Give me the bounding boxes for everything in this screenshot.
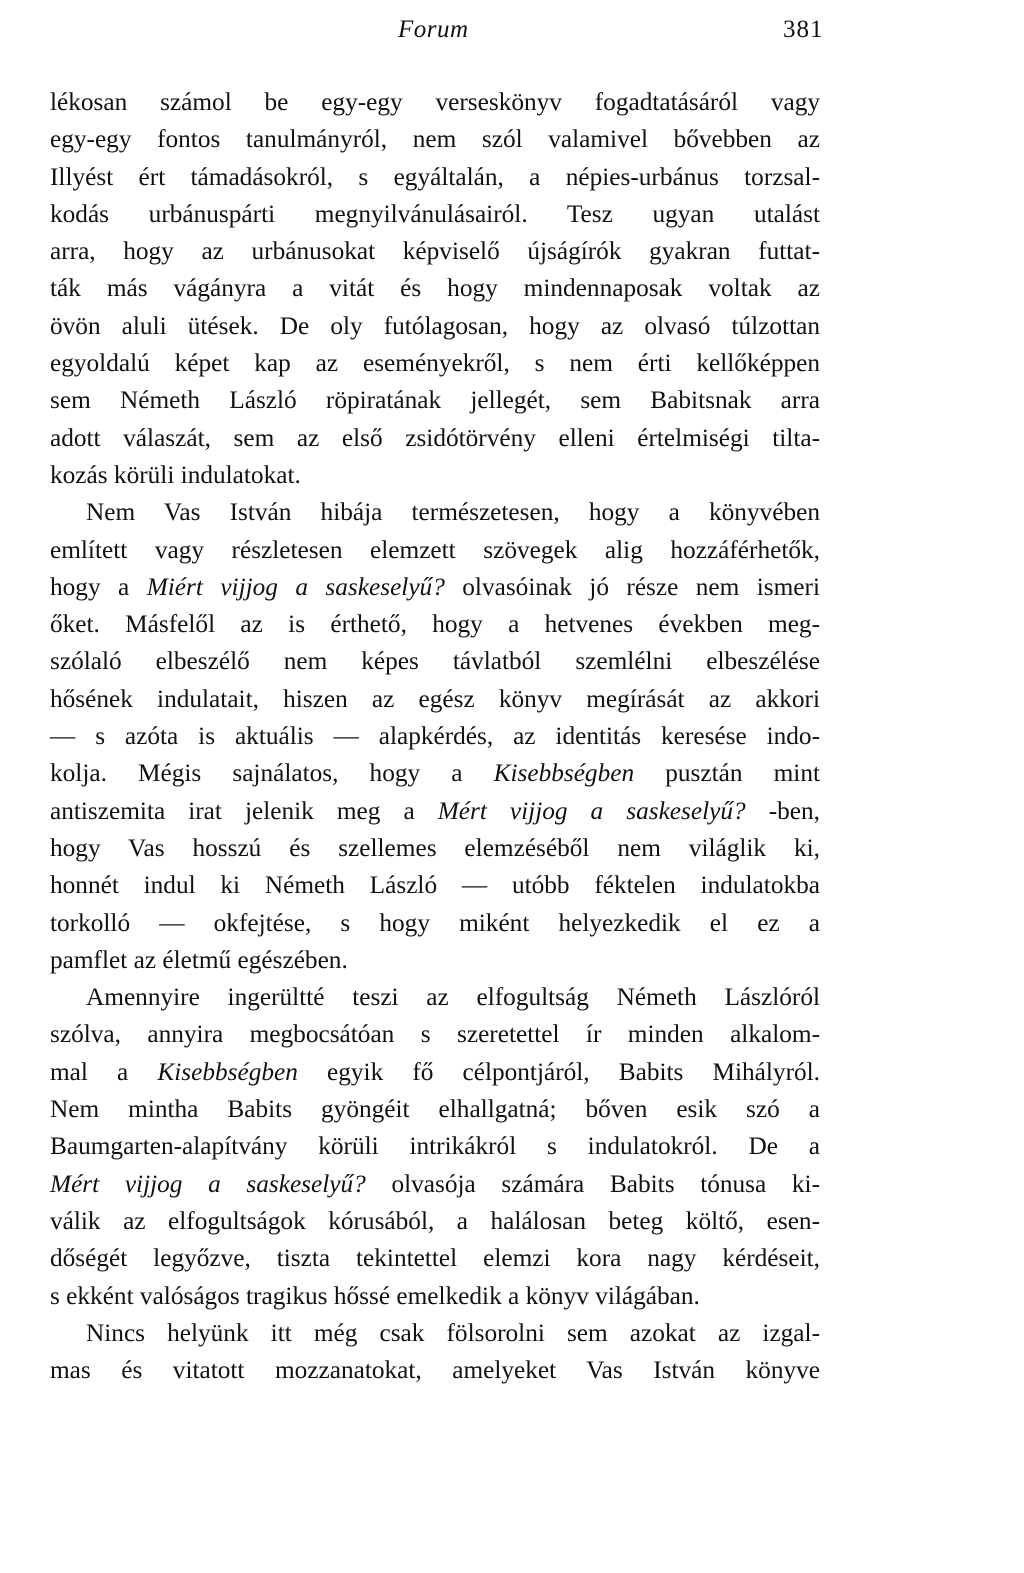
text-line: [50, 1240, 820, 1277]
text-line-segment: mas és vitatott mozzanatokat, amelyeket Vas István könyve: [50, 1356, 820, 1385]
text-line-segment: őket. Másfelől az is érthető, hogy a hetvenes években meg-: [50, 610, 820, 639]
text-line-segment: szólaló elbeszélő nem képes távlatból szemlélni elbeszélése: [50, 647, 820, 676]
text-line-segment: Nem Vas István hibája természetesen, hogy a könyvében: [86, 498, 820, 527]
text-line-segment: antiszemita irat jelenik meg a: [50, 796, 438, 825]
text-line: [50, 1016, 820, 1053]
text-line: [50, 1315, 820, 1352]
text-line-segment: pusztán mint: [634, 759, 820, 788]
text-line-segment: egyoldalú képet kap az eseményekről, s nem érti kellőképpen: [50, 349, 820, 378]
text-line: [50, 84, 820, 121]
text-line: [50, 308, 820, 345]
text-line: [50, 830, 820, 867]
text-line-segment: övön aluli ütések. De oly futólagosan, hogy az olvasó túlzottan: [50, 311, 820, 340]
text-line-segment: dőségét legyőzve, tiszta tekintettel elemzi kora nagy kérdéseit,: [50, 1244, 820, 1273]
text-line-segment: egyik fő célpontjáról, Babits Mihályról.: [297, 1057, 820, 1086]
text-line: [50, 793, 820, 830]
italic-title: Kisebbségben: [493, 759, 635, 788]
text-line-segment: s ekként valóságos tragikus hőssé emelkedik a könyv világában.: [50, 1281, 700, 1310]
text-line-segment: honnét indul ki Németh László — utóbb féktelen indulatokba: [50, 871, 820, 900]
text-line-segment: -ben,: [745, 796, 820, 825]
body-text: [50, 84, 820, 1389]
text-line-segment: Nem mintha Babits gyöngéit elhallgatná; bőven esik szó a: [50, 1095, 820, 1124]
text-line-segment: hősének indulatait, hiszen az egész könyv megírását az akkori: [50, 684, 820, 713]
text-line-segment: hogy a: [50, 572, 147, 601]
text-line: [50, 1091, 820, 1128]
text-line-segment: ták más vágányra a vitát és hogy mindennaposak voltak az: [50, 274, 820, 303]
text-line-segment: szólva, annyira megbocsátóan s szeretettel ír minden alkalom-: [50, 1020, 820, 1049]
italic-title: Kisebbségben: [157, 1057, 298, 1086]
text-line: [50, 121, 820, 158]
text-line-segment: hogy Vas hosszú és szellemes elemzéséből nem világlik ki,: [50, 833, 820, 862]
text-line: [50, 532, 820, 569]
text-line: [50, 942, 820, 979]
text-line: [50, 979, 820, 1016]
text-line-segment: pamflet az életmű egészében.: [50, 945, 348, 974]
text-line-segment: említett vagy részletesen elemzett szövegek alig hozzáférhetők,: [50, 535, 820, 564]
text-line: [50, 494, 820, 531]
text-line-segment: egy-egy fontos tanulmányról, nem szól valamivel bővebben az: [50, 125, 820, 154]
text-line-segment: lékosan számol be egy-egy verseskönyv fogadtatásáról vagy: [50, 88, 820, 116]
page-number: 381: [783, 16, 824, 43]
text-line-segment: adott válaszát, sem az első zsidótörvény elleni értelmiségi tilta-: [50, 423, 820, 452]
text-line-segment: sem Németh László röpiratának jellegét, sem Babitsnak arra: [50, 386, 820, 415]
text-line-segment: olvasója számára Babits tónusa ki-: [365, 1169, 820, 1198]
text-line: [50, 159, 820, 196]
text-line: [50, 457, 820, 494]
text-line: [50, 606, 820, 643]
text-line-segment: válik az elfogultságok kórusából, a halálosan beteg költő, esen-: [50, 1206, 820, 1235]
text-line: [50, 718, 820, 755]
text-line-segment: Illyést ért támadásokról, s egyáltalán, a népies-urbánus torzsal-: [50, 162, 820, 191]
text-line-segment: olvasóinak jó része nem ismeri: [444, 572, 820, 601]
text-line: [50, 1054, 820, 1091]
text-line: [50, 1278, 820, 1315]
italic-title: Mért vijjog a saskeselyű?: [437, 796, 746, 825]
text-line: [50, 681, 820, 718]
text-line: [50, 1352, 820, 1389]
text-line: [50, 1128, 820, 1165]
text-line: [50, 755, 820, 792]
running-title: Forum: [398, 16, 469, 43]
text-line-segment: torkolló — okfejtése, s hogy miként helyezkedik el ez a: [50, 908, 820, 937]
text-line-segment: Nincs helyünk itt még csak fölsorolni sem azokat az izgal-: [86, 1318, 820, 1347]
text-line: [50, 569, 820, 606]
running-head: [0, 16, 1024, 56]
text-line: [50, 905, 820, 942]
text-line: [50, 1166, 820, 1203]
text-line: [50, 867, 820, 904]
italic-title: Miért vijjog a saskeselyű?: [146, 572, 445, 601]
text-line-segment: kozás körüli indulatokat.: [50, 460, 301, 489]
text-line-segment: arra, hogy az urbánusokat képviselő újságírók gyakran futtat-: [50, 237, 820, 266]
text-line-segment: Baumgarten-alapítvány körüli intrikákról s indulatokról. De a: [50, 1132, 820, 1161]
text-line: [50, 196, 820, 233]
text-line: [50, 270, 820, 307]
text-line-segment: kolja. Mégis sajnálatos, hogy a: [50, 759, 494, 788]
text-line-segment: mal a: [50, 1057, 158, 1086]
text-line-segment: — s azóta is aktuális — alapkérdés, az identitás keresése indo-: [50, 722, 820, 751]
text-line: [50, 420, 820, 457]
text-line: [50, 345, 820, 382]
text-line: [50, 1203, 820, 1240]
text-line: [50, 643, 820, 680]
text-line: [50, 233, 820, 270]
text-line: [50, 382, 820, 419]
text-line-segment: kodás urbánuspárti megnyilvánulásairól. Tesz ugyan utalást: [50, 199, 820, 228]
italic-title: Mért vijjog a saskeselyű?: [50, 1169, 366, 1198]
text-line-segment: Amennyire ingerültté teszi az elfogultság Németh Lászlóról: [86, 983, 820, 1012]
